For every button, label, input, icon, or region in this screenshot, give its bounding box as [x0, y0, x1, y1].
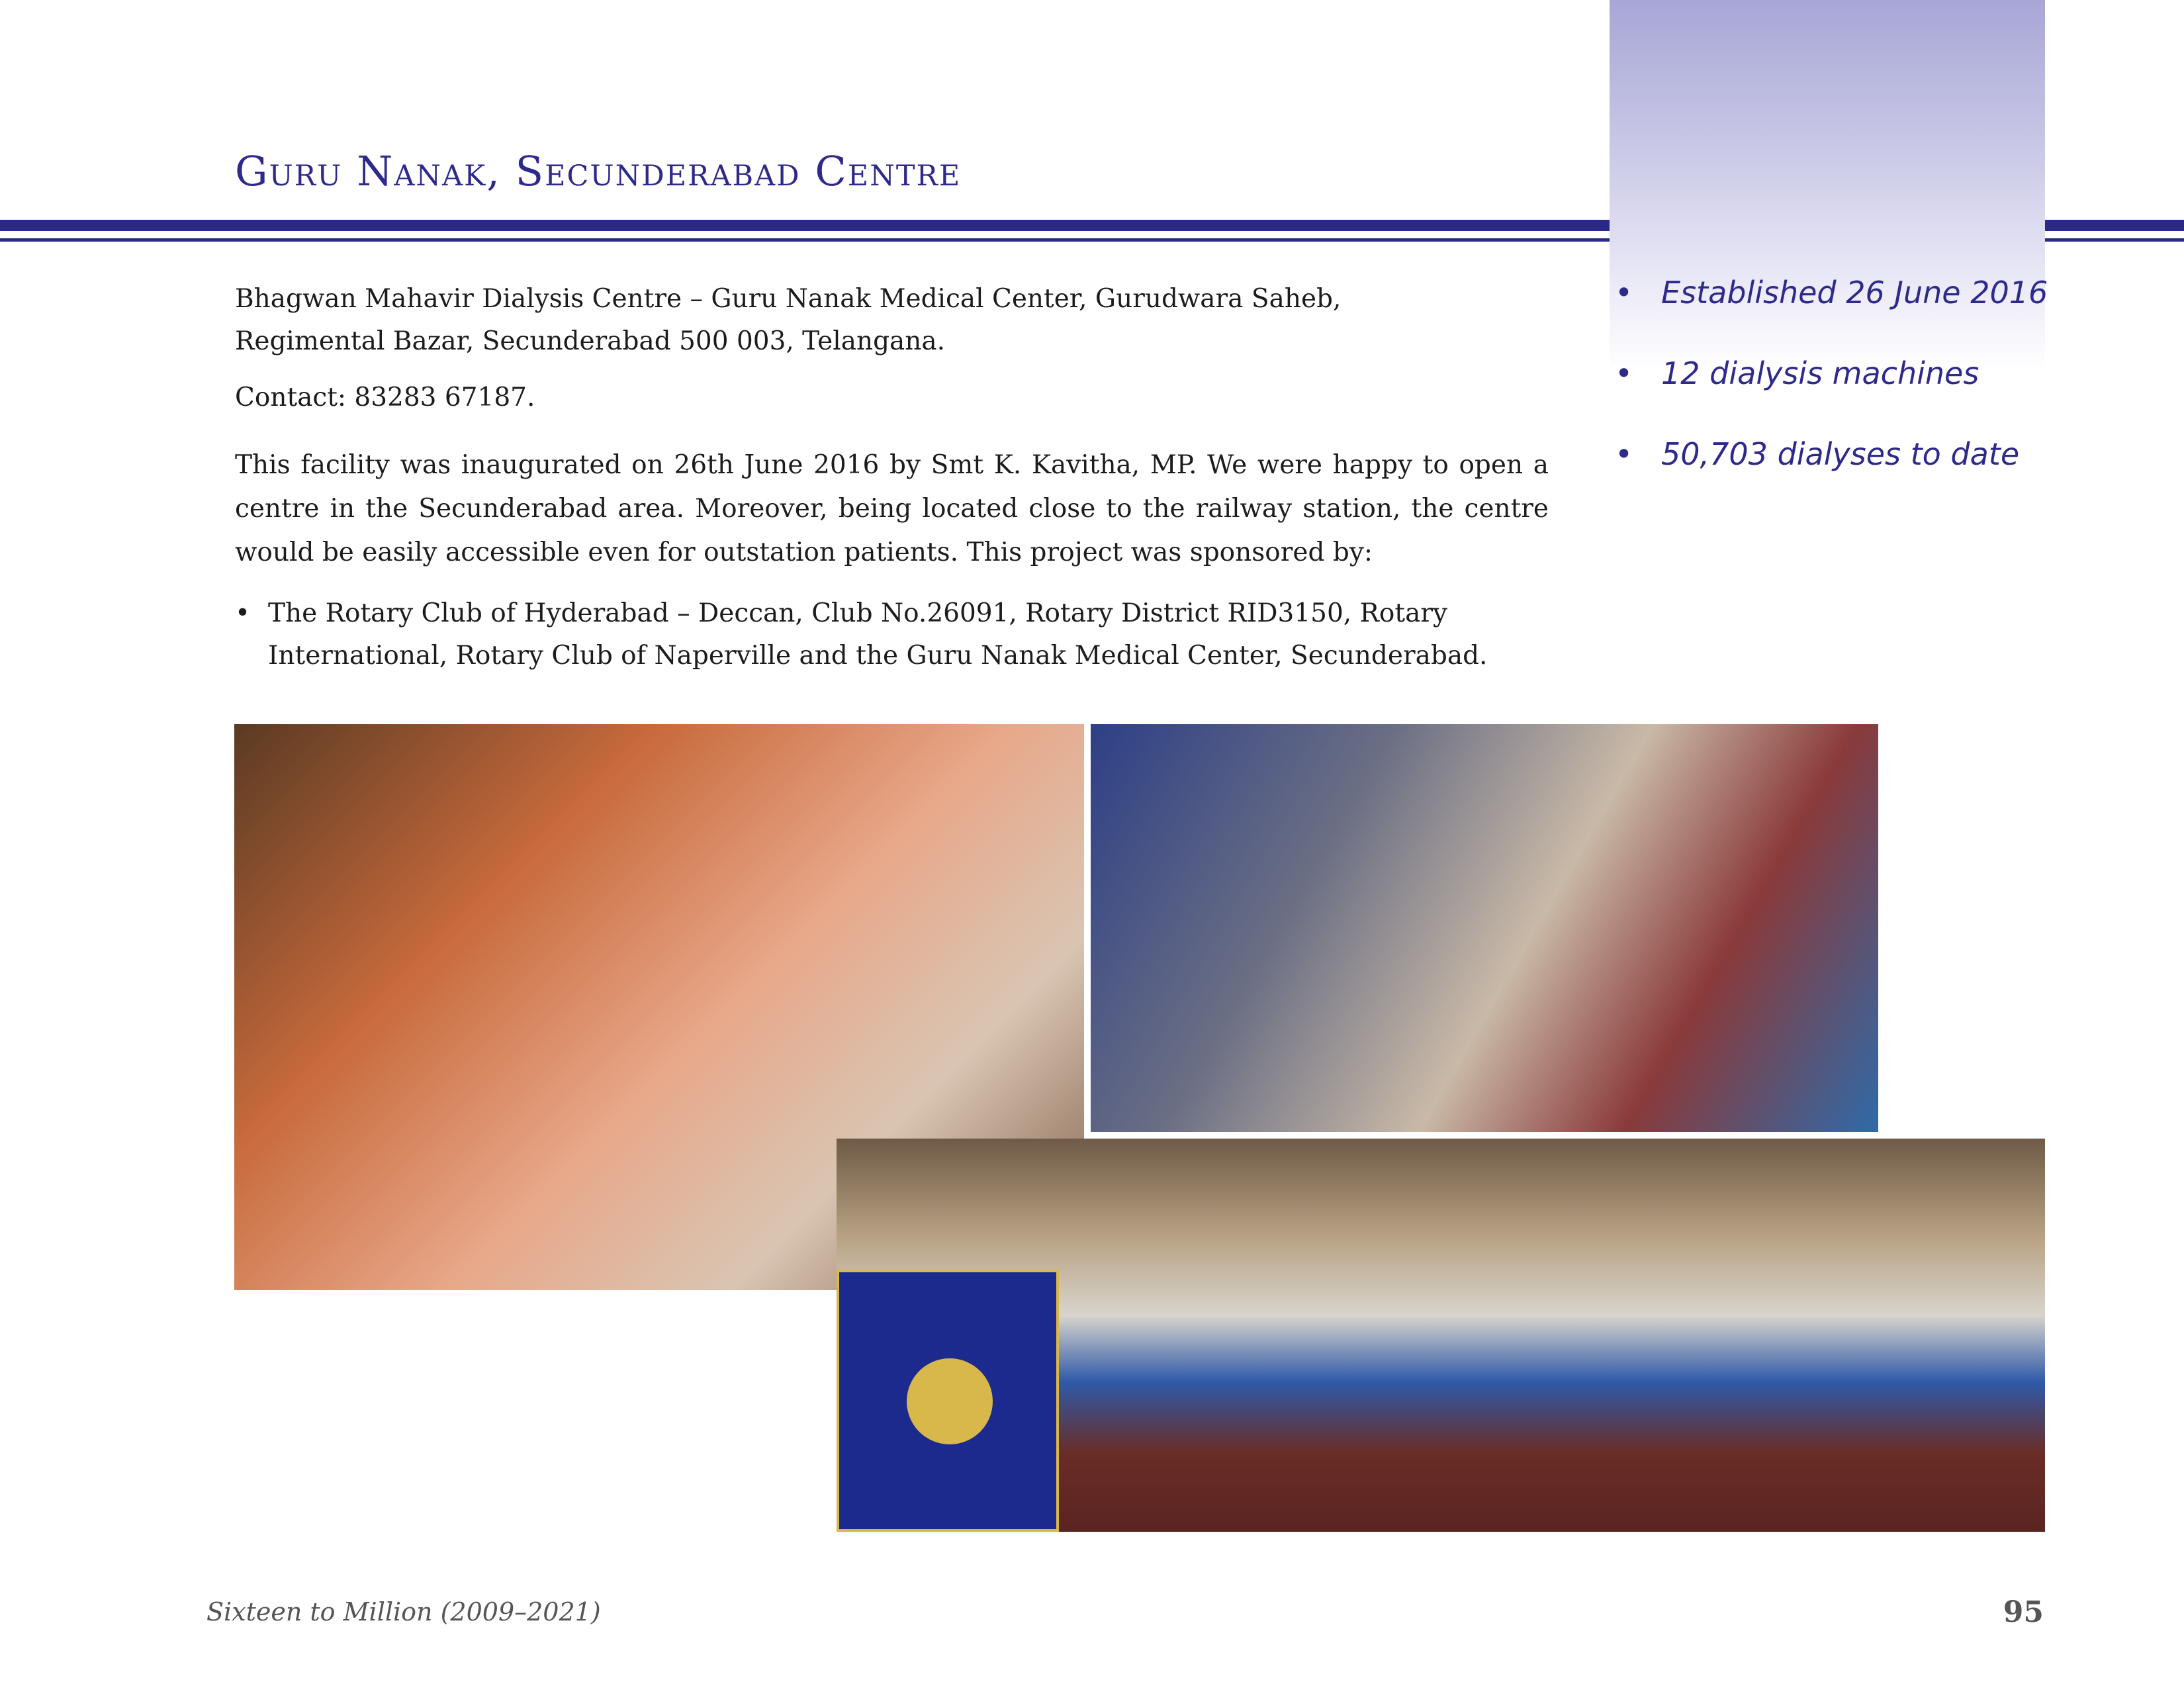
rotary-banner — [837, 1270, 1059, 1532]
page-title: Guru Nanak, Secunderabad Centre — [235, 147, 962, 195]
title-rule-thick — [0, 220, 1610, 231]
fact-item: • 12 dialysis machines — [1615, 355, 1979, 391]
fact-established: Established 26 June 2016 — [1661, 275, 2048, 310]
sponsor-line-2: International, Rotary Club of Naperville and the Guru Nanak Medical Center, Secunderabad. — [268, 641, 1488, 671]
fact-dialyses: 50,703 dialyses to date — [1661, 436, 2020, 472]
address-block — [235, 278, 1549, 363]
sponsor-line-1: The Rotary Club of Hyderabad – Deccan, Club No.26091, Rotary District RID3150, Rotary — [268, 598, 1448, 628]
fact-item: • 50,703 dialyses to date — [1615, 436, 2020, 472]
address-line-2: Regimental Bazar, Secunderabad 500 003, Telangana. — [235, 326, 946, 356]
fact-item: • Established 26 June 2016 — [1615, 275, 2048, 310]
sponsor-bullet: • — [235, 598, 251, 628]
footer-book-title: Sixteen to Million (2009–2021) — [206, 1597, 601, 1626]
contact-line: Contact: 83283 67187. — [235, 383, 535, 412]
page-number: 95 — [2003, 1595, 2044, 1629]
description-paragraph: This facility was inaugurated on 26th June 2016 by Smt K. Kavitha, MP. We were happy to open a centre in the Secunderabad area. Moreover, being located close to the railway station, the centre would be easily accessible even for outstation patients. This project was sponsored by: — [235, 450, 1549, 567]
photo-gift-presentation — [1091, 724, 1878, 1132]
fact-machines: 12 dialysis machines — [1661, 355, 1979, 391]
sponsor-item — [235, 592, 1549, 677]
title-rule-thin — [0, 238, 1610, 242]
photo-dais-group — [837, 1139, 2045, 1532]
title-rule-thick-right — [2045, 220, 2184, 231]
rotary-emblem-icon — [907, 1358, 993, 1444]
address-line-1: Bhagwan Mahavir Dialysis Centre – Guru Nanak Medical Center, Gurudwara Saheb, — [235, 284, 1342, 314]
fact-list — [1615, 275, 2048, 517]
title-rule-thin-right — [2045, 238, 2184, 242]
